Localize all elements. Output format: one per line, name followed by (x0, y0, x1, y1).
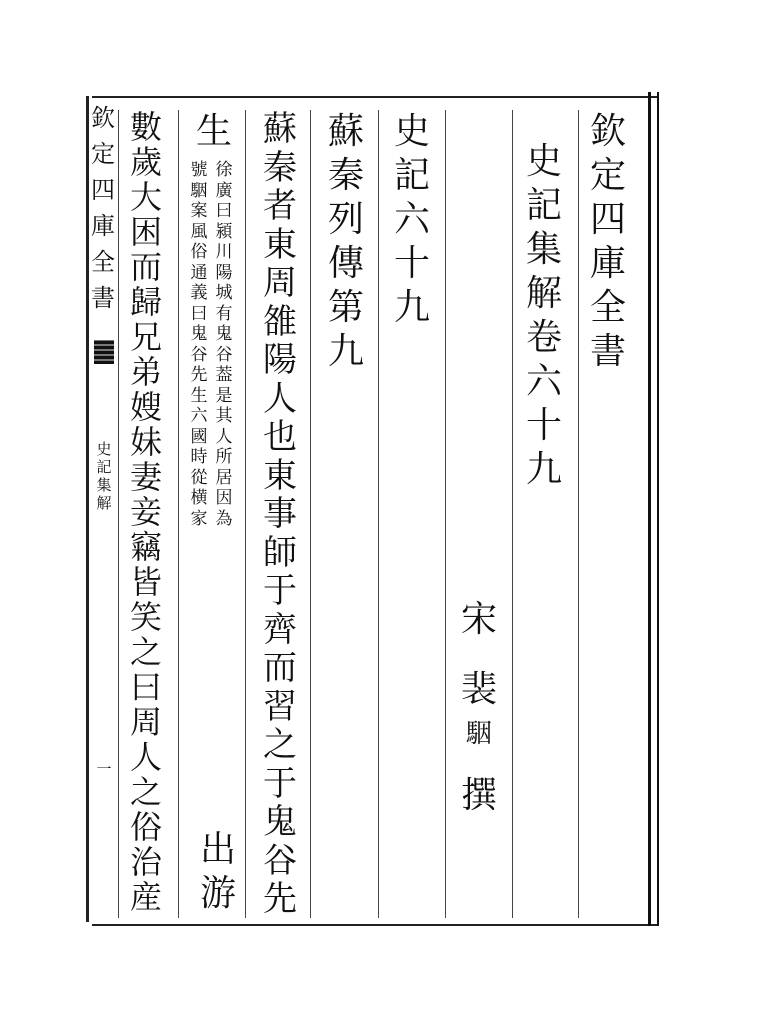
body-char: 妾 (129, 493, 162, 531)
title-char: 定 (589, 155, 626, 196)
title-char: 六 (525, 361, 562, 402)
body-char: 人 (129, 738, 162, 776)
note-char: 人 (215, 426, 233, 447)
body-char: 笑 (129, 598, 162, 636)
note-char: 城 (215, 283, 233, 303)
body-char: 秦 (263, 147, 297, 188)
title-char: 列 (327, 199, 364, 240)
body-char: 大 (129, 178, 162, 216)
note-char: 谷 (190, 344, 208, 365)
volume-title (522, 140, 566, 492)
body-char: 游 (199, 873, 236, 914)
body-char: 人 (263, 378, 297, 419)
author-dynasty: 宋 (460, 599, 497, 640)
body-char: 先 (263, 879, 297, 919)
note-char: 川 (215, 242, 233, 262)
note-char: 是 (215, 385, 233, 406)
body-char: 東 (263, 224, 297, 265)
note-char: 廣 (215, 180, 233, 201)
column-divider (178, 110, 179, 918)
chapter-number-title (390, 110, 434, 330)
title-char: 書 (589, 331, 626, 372)
body-char: 之 (263, 725, 297, 765)
column-divider (118, 110, 119, 918)
edge-char: 史 (96, 440, 112, 458)
body-char: 谷 (263, 840, 297, 881)
edge-collection-title (90, 100, 116, 316)
page-marker: 一 (96, 760, 112, 778)
annotation-line-b (189, 160, 209, 529)
author-credit (457, 598, 501, 818)
note-char: 為 (215, 508, 233, 529)
body-char: 皆 (129, 563, 162, 601)
body-char: 東 (263, 455, 297, 496)
note-char: 義 (190, 283, 208, 303)
column-divider (245, 110, 246, 918)
note-char: 生 (190, 385, 208, 406)
title-char: 九 (327, 331, 364, 372)
body-char: 歸 (129, 283, 162, 321)
note-char: 家 (190, 508, 208, 529)
title-char: 九 (393, 287, 430, 328)
annotation-line-a (214, 160, 234, 529)
title-char: 史 (525, 141, 562, 182)
edge-char: 四 (91, 176, 115, 204)
body-char: 曰 (129, 668, 162, 706)
note-char: 鬼 (190, 324, 208, 344)
title-char: 蘇 (327, 111, 364, 152)
note-char: 從 (190, 467, 208, 488)
body-char: 産 (129, 878, 162, 916)
body-char: 師 (263, 532, 297, 573)
note-char: 國 (190, 426, 208, 447)
body-char: 弟 (129, 353, 162, 391)
body-char: 治 (129, 843, 162, 881)
body-char: 蘇 (263, 109, 297, 149)
note-char: 谷 (215, 344, 233, 365)
title-char: 庫 (589, 243, 626, 284)
title-char: 記 (525, 185, 562, 226)
note-char: 横 (190, 488, 208, 508)
body-char: 竊 (129, 528, 162, 566)
column-divider (310, 110, 311, 918)
body-column-2-main (192, 110, 236, 154)
note-char: 葢 (215, 365, 233, 385)
body-char: 出 (199, 829, 236, 870)
body-column-3 (124, 110, 168, 915)
note-char: 居 (215, 467, 233, 488)
edge-char: 集 (96, 476, 112, 494)
body-char: 鬼 (263, 802, 297, 842)
body-char: 之 (129, 633, 162, 671)
title-char: 傳 (327, 243, 364, 284)
edge-char: 定 (91, 140, 115, 168)
title-char: 六 (393, 199, 430, 240)
note-char: 其 (215, 406, 233, 426)
body-char: 困 (129, 213, 162, 251)
body-char: 數 (129, 108, 162, 146)
body-char: 周 (129, 703, 162, 741)
body-char: 者 (263, 186, 297, 226)
body-char: 而 (263, 648, 297, 688)
note-char: 所 (215, 447, 233, 467)
note-char: 風 (190, 221, 208, 242)
edge-char: 書 (91, 284, 115, 312)
body-char: 于 (263, 763, 297, 804)
note-char: 有 (215, 303, 233, 324)
title-char: 九 (525, 449, 562, 490)
edge-char: 全 (91, 248, 115, 276)
biography-title (324, 110, 368, 374)
column-divider (445, 110, 446, 918)
title-char: 集 (525, 229, 562, 270)
body-char: 俗 (129, 808, 162, 846)
body-char: 生 (195, 111, 232, 152)
note-char: 號 (190, 160, 208, 180)
note-char: 潁 (215, 221, 233, 242)
title-char: 解 (525, 273, 562, 314)
title-char: 全 (589, 287, 626, 328)
note-char: 鬼 (215, 324, 233, 344)
column-divider (378, 110, 379, 918)
margin-rule (86, 96, 89, 922)
note-char: 曰 (190, 303, 208, 324)
page-frame (92, 96, 658, 926)
title-char: 十 (525, 405, 562, 446)
edge-char: 欽 (91, 104, 115, 132)
body-char: 雒 (263, 301, 297, 342)
body-char: 之 (129, 773, 162, 811)
body-char: 嫂 (129, 388, 162, 426)
note-char: 先 (190, 365, 208, 385)
note-char: 徐 (215, 160, 233, 180)
author-name-1: 裴 (460, 669, 497, 710)
body-char: 兄 (129, 318, 162, 356)
body-char: 于 (263, 571, 297, 611)
title-char: 卷 (525, 317, 562, 358)
note-char: 俗 (190, 242, 208, 262)
note-char: 駰 (190, 180, 208, 201)
note-char: 六 (190, 406, 208, 426)
fore-edge-block (94, 340, 114, 364)
body-char: 習 (263, 686, 297, 727)
body-column-2-tail (196, 828, 240, 916)
body-char: 歲 (129, 143, 162, 181)
title-char: 十 (393, 243, 430, 284)
collection-title (586, 110, 630, 374)
title-char: 四 (589, 199, 626, 240)
note-char: 時 (190, 447, 208, 467)
title-char: 欽 (589, 111, 626, 152)
body-char: 也 (263, 417, 297, 457)
note-char: 陽 (215, 262, 233, 283)
title-char: 第 (327, 287, 364, 328)
body-char: 妹 (129, 423, 162, 461)
body-char: 而 (129, 248, 162, 286)
column-divider (512, 110, 513, 918)
outer-border-right (648, 92, 659, 926)
edge-char: 記 (96, 458, 112, 476)
note-char: 案 (190, 201, 208, 221)
edge-char: 庫 (91, 212, 115, 240)
author-name-2: 駰 (465, 719, 492, 749)
title-char: 史 (393, 111, 430, 152)
author-role: 撰 (460, 775, 497, 816)
body-char: 周 (263, 263, 297, 303)
body-char: 妻 (129, 458, 162, 496)
column-divider (578, 110, 579, 918)
note-char: 因 (215, 488, 233, 508)
note-char: 曰 (215, 201, 233, 221)
body-char: 陽 (263, 340, 297, 380)
body-char: 齊 (263, 609, 297, 650)
title-char: 秦 (327, 155, 364, 196)
fold-label (95, 440, 113, 512)
body-char: 事 (263, 494, 297, 534)
note-char: 通 (190, 262, 208, 283)
edge-char: 解 (96, 494, 112, 512)
title-char: 記 (393, 155, 430, 196)
body-column-1 (258, 110, 302, 919)
